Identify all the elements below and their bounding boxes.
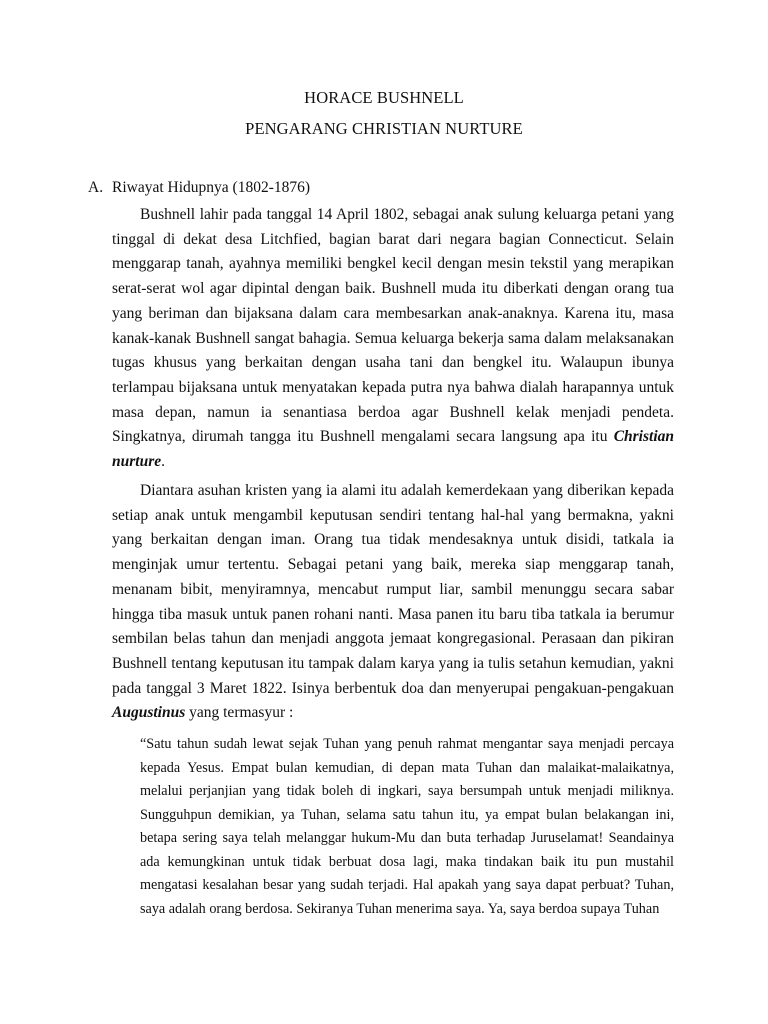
section-heading	[88, 179, 310, 197]
document-title: HORACE BUSHNELL	[304, 88, 464, 107]
paragraph-2-text: Diantara asuhan kristen yang ia alami itu adalah kemerdekaan yang diberikan kepada setiap anak untuk mengambil keputusan sendiri tentang hal-hal yang bermakna, yakni yang berkaitan dengan iman. Orang tua tidak mendesaknya untuk disidi, tatkala ia menginjak umur tertentu. Sebagai petani yang baik, mereka siap menggarap tanah, menanam bibit, menyiramnya, mencabut rumput liar, sambil menunggu secara sabar hingga tiba masuk untuk panen rohani nanti. Masa panen itu baru tiba tatkala ia berumur sembilan belas tahun dan menjadi anggota jemaat kongregasional. Perasaan dan pikiran Bushnell tentang keputusan itu tampak dalam karya yang ia tulis setahun kemudian, yakni pada tanggal 3 Maret 1822. Isinya berbentuk doa dan menyerupai pengakuan-pengakuan	[112, 482, 674, 697]
paragraph-1	[112, 203, 674, 475]
block-quote: “Satu tahun sudah lewat sejak Tuhan yang penuh rahmat mengantar saya menjadi percaya kepada Yesus. Empat bulan kemudian, di depan mata Tuhan dan malaikat-malaikatnya, melalui perjanjian yang tidak boleh di ingkari, saya bersumpah untuk menjadi miliknya. Sungguhpun demikian, ya Tuhan, selama satu tahun itu, ya empat bulan belakangan ini, betapa sering saya telah melanggar hukum-Mu dan buta terhadap Juruselamat! Seandainya ada kemungkinan untuk tidak berbuat dosa lagi, maka tindakan baik itu pun mustahil mengatasi kesalahan besar yang sudah terjadi. Hal apakah yang saya dapat perbuat? Tuhan, saya adalah orang berdosa. Sekiranya Tuhan menerima saya. Ya, saya berdoa supaya Tuhan	[140, 736, 674, 917]
paragraph-2-emphasis: Augustinus	[112, 704, 186, 722]
paragraph-1-end: .	[161, 453, 165, 471]
document-subtitle: PENGARANG CHRISTIAN NURTURE	[245, 119, 523, 138]
paragraph-2	[112, 479, 674, 726]
section-letter: A.	[88, 179, 104, 196]
paragraph-2-end: yang termasyur :	[185, 704, 294, 722]
section-heading-text: Riwayat Hidupnya (1802-1876)	[112, 179, 311, 196]
paragraph-1-text: Bushnell lahir pada tanggal 14 April 1802, sebagai anak sulung keluarga petani yang tinggal di dekat desa Litchfied, bagian barat dari negara bagian Connecticut. Selain menggarap tanah, ayahnya memiliki bengkel kecil dengan mesin tekstil yang merapikan serat-serat wol agar dipintal dengan baik. Bushnell muda itu diberkati dengan orang tua yang beriman dan bijaksana dalam cara membesarkan anak-anaknya. Karena itu, masa kanak-kanak Bushnell sangat bahagia. Semua keluarga bekerja sama dalam melaksanakan tugas khusus yang berkaitan dengan usaha tani dan bengkel itu. Walaupun ibunya terlampau bijaksana untuk menyatakan kepada putra nya bahwa dialah harapannya untuk masa depan, namun ia senantiasa berdoa agar Bushnell kelak menjadi pendeta. Singkatnya, dirumah tangga itu Bushnell mengalami secara langsung apa itu	[112, 206, 674, 446]
paragraph-1-emphasis: Christian nurture	[112, 428, 674, 471]
